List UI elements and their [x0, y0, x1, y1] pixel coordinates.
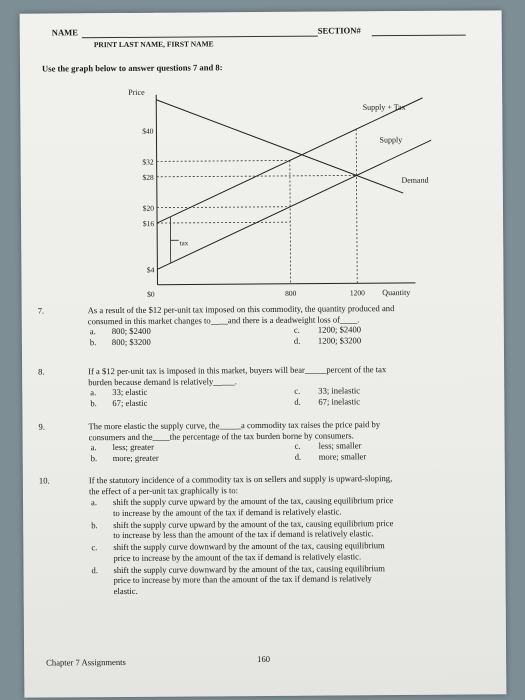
- footer-page-number: 160: [257, 653, 271, 665]
- instruction: Use the graph below to answer questions 7 and 8:: [41, 62, 223, 74]
- question-number: 9.: [38, 421, 45, 432]
- option-letter: b.: [90, 397, 97, 408]
- question-number: 7.: [37, 305, 45, 316]
- y-tick-label: $32: [142, 157, 154, 167]
- option-text-line: price to increase by more than the amount of the tax if demand is relatively: [113, 573, 372, 586]
- option-letter: c.: [294, 440, 301, 451]
- dashed-price-guide: [157, 207, 290, 208]
- question-text-line: If a $12 per-unit tax is imposed in this market, buyers will bear_____percent of the tax: [88, 364, 387, 377]
- option-text: 1200; $3200: [317, 334, 362, 346]
- option-letter: c.: [91, 542, 98, 553]
- footer-chapter: Chapter 7 Assignments: [46, 656, 126, 668]
- option-letter: d.: [294, 396, 301, 407]
- question-text-line: The more elastic the supply curve, the_____a commodity tax raises the price paid by: [88, 419, 381, 432]
- option-text-line: to increase by less than the amount of the tax if demand is relatively elastic.: [113, 528, 374, 541]
- y-axis-label: Price: [128, 87, 145, 97]
- option-text-line: price to increase by the amount of the tax if demand is relatively elastic.: [113, 550, 362, 563]
- supply-curve: [157, 140, 433, 269]
- demand-curve: [156, 98, 403, 195]
- option-letter: a.: [90, 442, 97, 453]
- option-text: 67; inelastic: [318, 395, 361, 407]
- chart-curves: [156, 98, 432, 269]
- x-axis-label: Quantity: [382, 287, 411, 298]
- demand-label: Demand: [401, 175, 429, 185]
- option-text: more; greater: [112, 452, 159, 463]
- option-text-line: shift the supply curve downward by the amount of the tax, causing equilibrium: [113, 540, 385, 553]
- option-letter: a.: [89, 326, 96, 337]
- option-text-line: elastic.: [113, 585, 138, 596]
- name-label: NAME: [51, 27, 79, 38]
- option-text: 33; elastic: [112, 386, 148, 398]
- supply-demand-chart: [120, 83, 429, 305]
- option-text-line: to increase by the amount of the tax if demand is relatively elastic.: [113, 505, 342, 518]
- option-text: 800; $3200: [111, 336, 151, 347]
- dashed-price-guide: [157, 160, 290, 161]
- chart-ticks: [142, 125, 365, 299]
- question-text-line: As a result of the $12 per-unit tax imposed on this commodity, the quantity produced and: [87, 303, 395, 316]
- option-letter: a.: [90, 497, 98, 508]
- chart-axes: [156, 93, 415, 285]
- y-tick-label: $40: [142, 126, 154, 136]
- question-text-line: consumers and the____the percentage of the tax burden borne by consumers.: [88, 429, 354, 442]
- x-axis: [158, 283, 416, 285]
- option-text: more; smaller: [318, 450, 367, 462]
- option-text-line: shift the supply curve upward by the amount of the tax, causing equilibrium price: [112, 495, 394, 508]
- question-number: 8.: [38, 366, 45, 377]
- option-text: less; greater: [112, 441, 154, 453]
- tax-label: tax: [179, 239, 189, 248]
- option-letter: d.: [294, 451, 302, 462]
- x-tick-label: 800: [285, 288, 297, 298]
- y-tick-label: $20: [142, 203, 155, 213]
- question-text-line: consumed in this market changes to____and there is a deadweight loss of____.: [87, 313, 360, 326]
- question-text-line: If the statutory incidence of a commodity tax is on sellers and supply is upward-sloping,: [88, 473, 393, 486]
- section-blank: [372, 35, 466, 37]
- worksheet-page: [20, 10, 507, 697]
- option-text: 800; $2400: [111, 325, 151, 337]
- y-tick-label: $0: [147, 289, 155, 299]
- question-number: 10.: [38, 475, 50, 486]
- question-text-line: burden because demand is relatively_____.: [88, 375, 237, 387]
- option-letter: d.: [293, 335, 301, 346]
- option-text: 67; elastic: [112, 397, 148, 408]
- supply-tax-label: Supply + Tax: [362, 102, 406, 112]
- supply-tax-curve: [156, 98, 423, 223]
- y-tick-label: $28: [142, 172, 154, 182]
- name-hint: PRINT LAST NAME, FIRST NAME: [93, 39, 214, 50]
- option-text: 33; inelastic: [318, 385, 361, 396]
- name-blank: [82, 36, 318, 39]
- option-text-line: shift the supply curve downward by the amount of the tax, causing equilibrium: [113, 562, 385, 575]
- dashed-price-guide: [157, 222, 290, 223]
- y-tick-label: $4: [146, 265, 155, 275]
- option-text-line: shift the supply curve upward by the amount of the tax, causing equilibrium price: [113, 517, 394, 530]
- dashed-quantity-guide-1200: [356, 129, 357, 283]
- dashed-quantity-guide-800: [290, 160, 291, 283]
- option-letter: b.: [89, 336, 97, 347]
- y-tick-label: $16: [142, 219, 155, 229]
- option-letter: b.: [91, 519, 98, 530]
- option-letter: c.: [294, 385, 301, 396]
- option-text: less; smaller: [318, 440, 362, 451]
- chart-guides: [156, 129, 357, 285]
- question-text-line: the effect of a per-unit tax graphically is to:: [88, 484, 239, 496]
- option-text: 1200; $2400: [317, 324, 362, 335]
- option-letter: a.: [90, 387, 97, 398]
- y-axis: [156, 95, 157, 285]
- section-label: SECTION#: [317, 25, 361, 36]
- option-letter: c.: [293, 324, 300, 335]
- option-letter: b.: [90, 452, 98, 463]
- x-tick-label: 1200: [349, 288, 365, 298]
- supply-label: Supply: [379, 135, 403, 145]
- option-letter: d.: [91, 564, 98, 575]
